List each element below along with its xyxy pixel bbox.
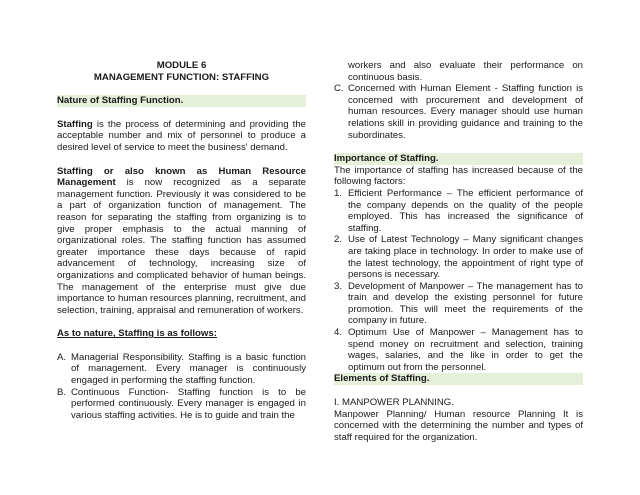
list-marker: 4.: [334, 327, 343, 339]
list-item-text: Concerned with Human Element - Staffing function is concerned with procurement and development of human resources. Every manager should use human relations skill in providing guidance and training to the subordinates.: [348, 83, 583, 141]
importance-list: [334, 188, 583, 374]
list-marker: 2.: [334, 234, 343, 246]
right-column: [334, 0, 583, 443]
list-item-text: Development of Manpower – The management has to train and develop the existing personnel for future promotion. This will meet the requirements of the company in future.: [348, 280, 583, 327]
staffing-term: Staffing: [57, 118, 93, 130]
module-number: MODULE 6: [156, 60, 207, 71]
list-item-text: workers and also evaluate their performance on continuous basis.: [348, 60, 583, 83]
list-item: [334, 234, 583, 280]
elements-heading: Elements of Staffing.: [334, 373, 583, 385]
hrm-paragraph: [57, 166, 306, 317]
as-to-nature-heading: As to nature, Staffing is as follows:: [57, 328, 217, 340]
staffing-definition: [57, 119, 306, 154]
manpower-heading: I. MANPOWER PLANNING.: [334, 397, 454, 409]
list-marker: C.: [334, 83, 344, 95]
list-marker: 1.: [334, 187, 343, 199]
nature-heading: Nature of Staffing Function.: [57, 95, 306, 107]
list-item-text: Efficient Performance – The efficient performance of the company depends on the quality of the people employed. This has increased the significance of staffing.: [348, 187, 583, 234]
importance-heading: Importance of Staffing.: [334, 153, 583, 165]
staffing-definition-text: is the process of determining and providing the acceptable number and mix of personnel to produce a desired level of service to meet the business' demand.: [57, 118, 306, 153]
list-item: [334, 281, 583, 327]
list-item: [57, 352, 306, 387]
nature-list: [57, 352, 306, 422]
hrm-paragraph-text: is now recognized as a separate management function. Previously it was considered to be a part of organization function of management. The reason for separating the staffing from organizing is to give proper emphasis to the actual manning of organizational roles. The staffing function has assumed greater importance these days because of rapid advancement of technology, increasing size of organizations and complicated behavior of human beings. The management of the enterprise must give due importance to human resources planning, recruitment, and selection, training, appraisal and remuneration of workers.: [57, 177, 306, 316]
hrm-term: Staffing or also known as Human Resource Management: [57, 165, 306, 189]
nature-list-continued: [334, 60, 583, 141]
list-item: [334, 327, 583, 373]
list-item: [57, 387, 306, 422]
list-marker: 3.: [334, 280, 343, 292]
list-item-text: Optimum Use of Manpower – Management has to spend money on recruitment and selection, training wages, salaries, and the like in order to get the optimum out from the personnel.: [348, 327, 583, 373]
list-item: [334, 83, 583, 141]
list-item-text: Use of Latest Technology – Many significant changes are taking place in technology. In order to make use of the latest technology, the appointment of right type of persons is necessary.: [348, 234, 583, 281]
list-item-text: Managerial Responsibility. Staffing is a basic function of management. Every manager is continuously engaged in performing the staffing function.: [71, 351, 306, 387]
list-marker: A.: [57, 351, 67, 363]
importance-intro: The importance of staffing has increased because of the following factors:: [334, 164, 583, 188]
module-subtitle: MANAGEMENT FUNCTION: STAFFING: [93, 71, 270, 83]
list-item-continuation: [334, 60, 583, 83]
list-item: [334, 188, 583, 234]
left-column: [57, 0, 306, 421]
manpower-text: Manpower Planning/ Human resource Planning It is concerned with the determining the number and types of staff required for the organization.: [334, 408, 583, 443]
list-marker: B.: [57, 386, 67, 398]
list-item-text: Continuous Function- Staffing function is to be performed continuously. Every manager is engaged in various staffing activities. He is to guide and train the: [71, 386, 306, 421]
